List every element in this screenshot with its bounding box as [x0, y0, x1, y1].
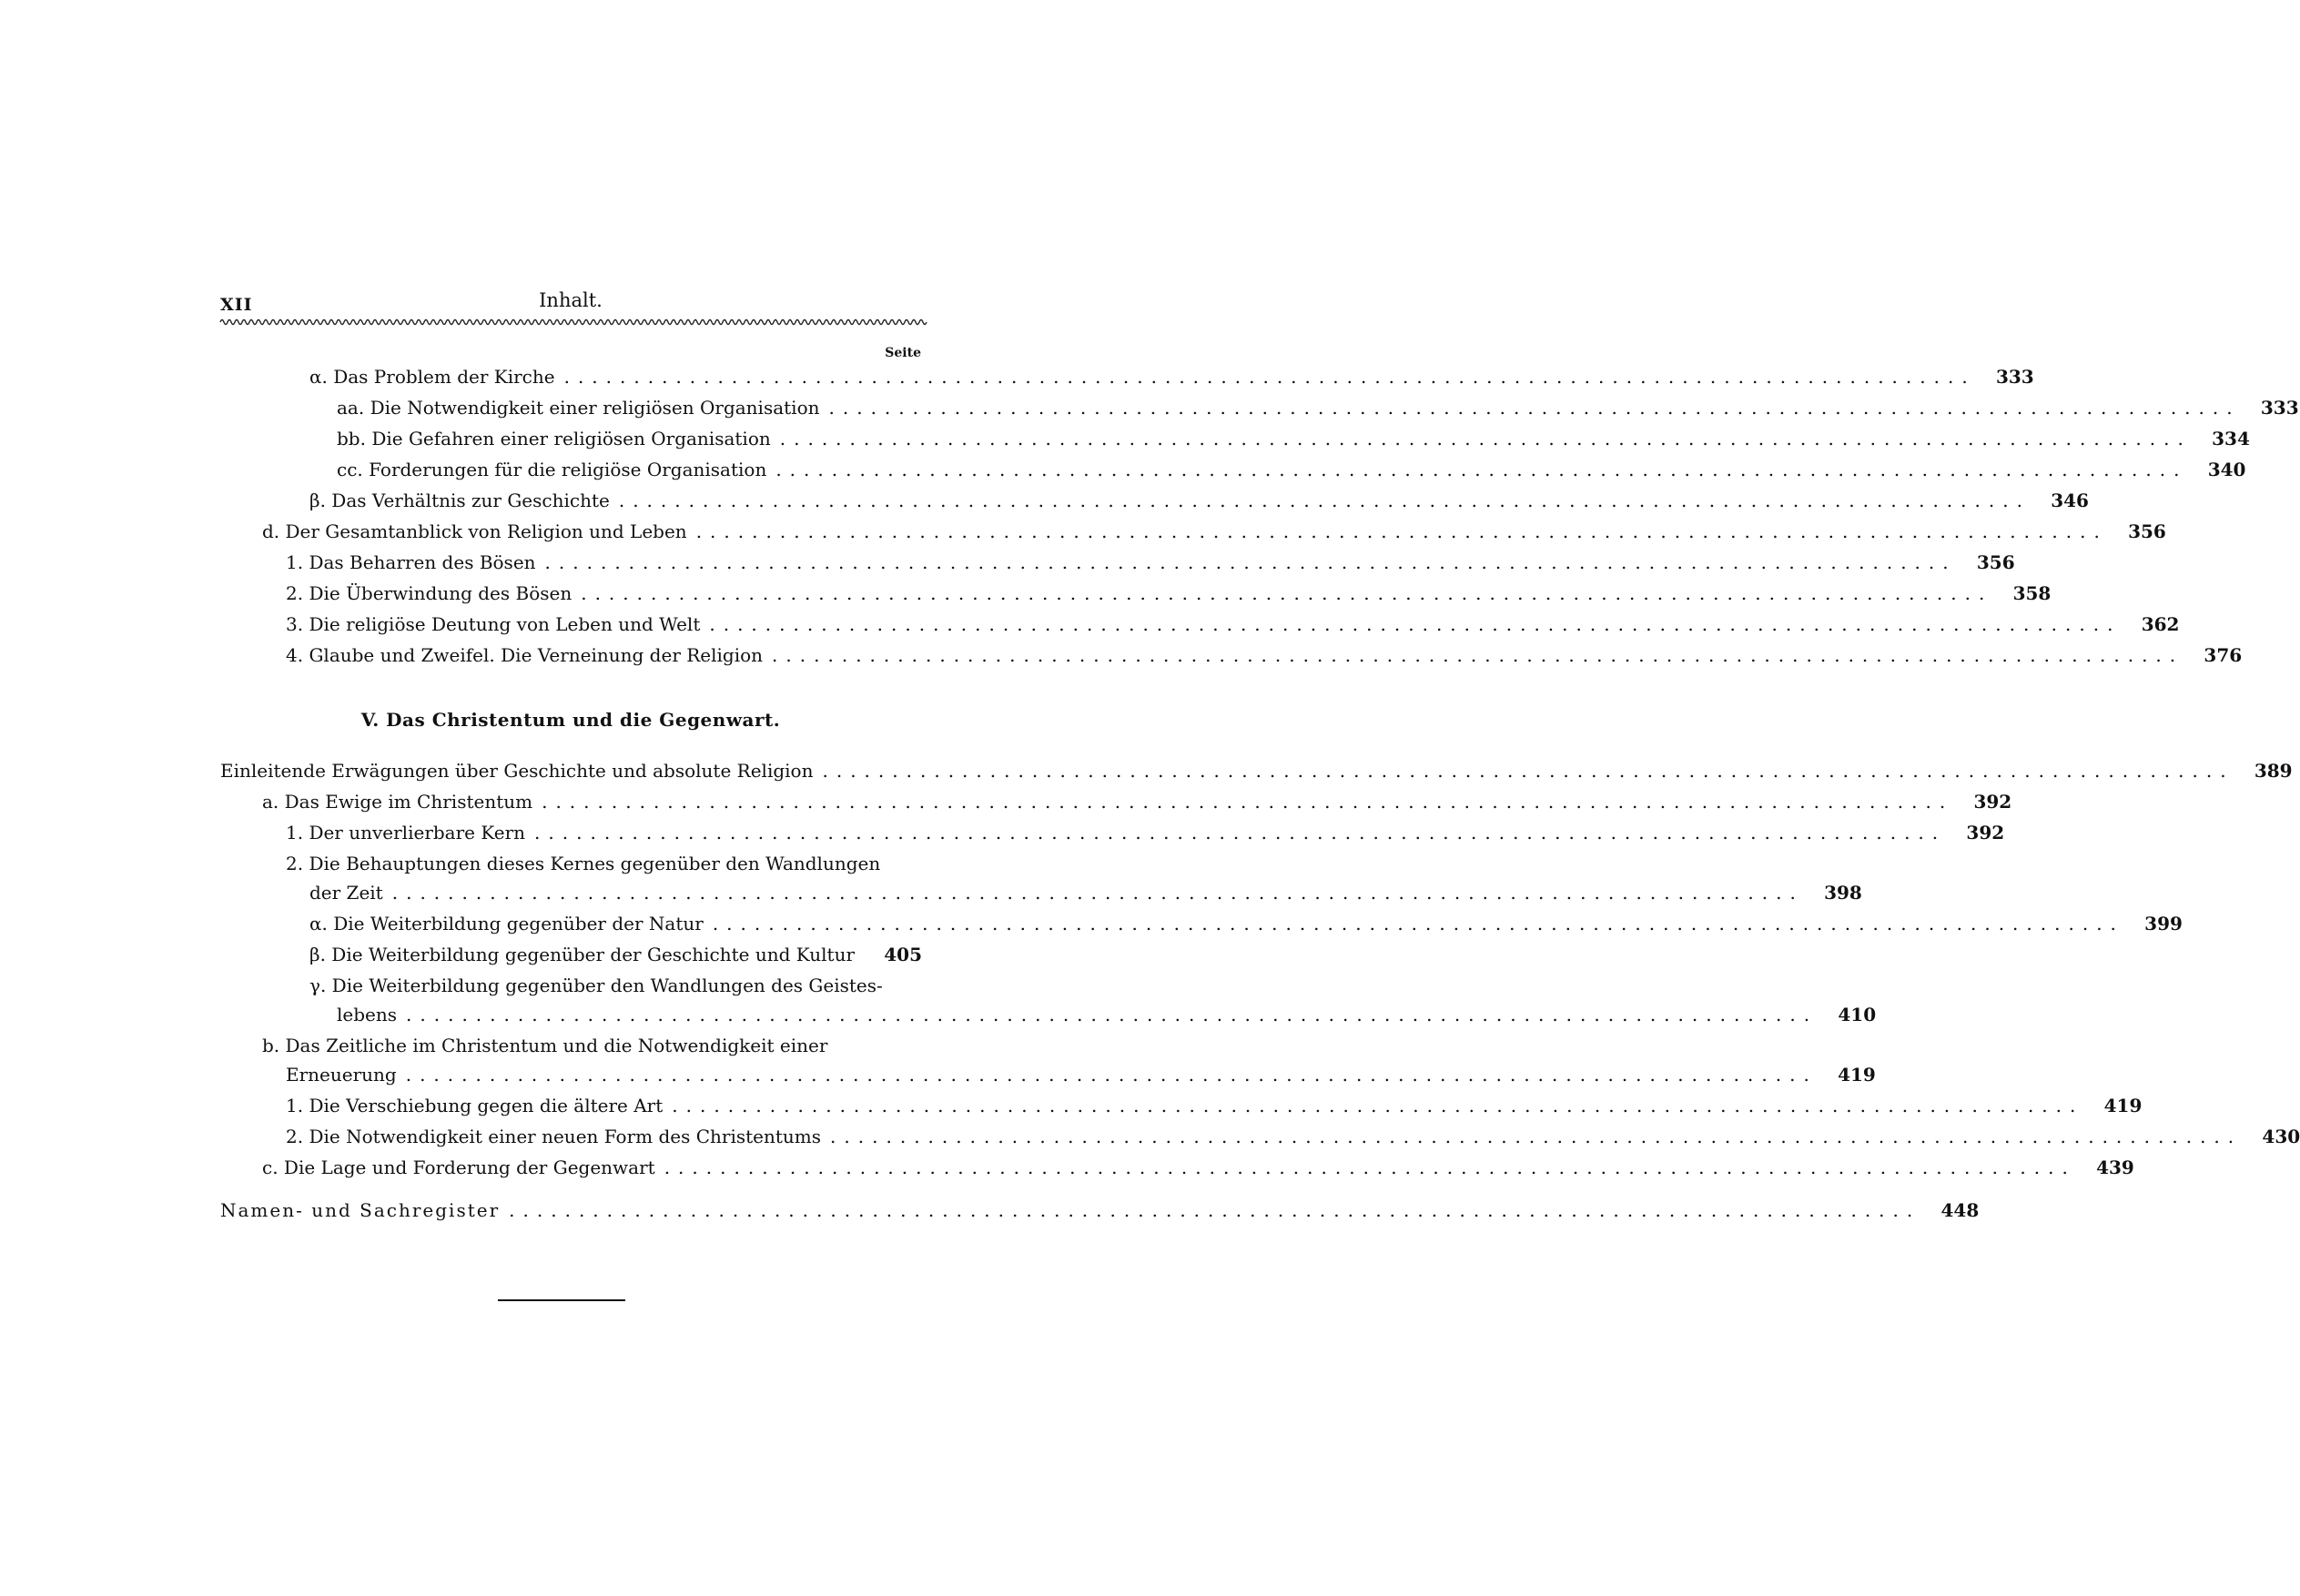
dot-leader: .....................................................................................................	[712, 913, 2124, 934]
toc-entry	[337, 454, 2246, 485]
toc-entry-page: 333	[2260, 397, 2299, 419]
toc-entry	[286, 578, 2052, 609]
toc-entry-label: β. Das Verhältnis zur Geschichte	[309, 490, 610, 511]
dot-leader: .....................................................................................................	[672, 1095, 2084, 1116]
page-title: Inhalt.	[539, 289, 603, 311]
dot-leader: .....................................................................................................	[406, 1004, 1819, 1025]
toc-entry-page: 340	[2207, 459, 2246, 480]
dot-leader: .....................................................................................................	[664, 1157, 2076, 1178]
toc-entry-label: c. Die Lage und Forderung der Gegenwart	[262, 1157, 655, 1178]
toc-entry-label: 1. Der unverlierbare Kern	[286, 822, 526, 843]
toc-entry-page: 362	[2141, 613, 2180, 635]
toc-entry-label: α. Das Problem der Kirche	[309, 366, 555, 388]
toc-entry	[309, 485, 2089, 516]
toc-entry	[309, 361, 2034, 392]
toc-entry	[286, 817, 2005, 848]
toc-entry-page: 419	[1838, 1064, 1876, 1086]
toc-entry-register	[220, 1195, 1980, 1226]
toc-entry	[337, 423, 2250, 454]
toc-entry	[262, 786, 2012, 817]
toc-entry-label: 2. Die Überwindung des Bösen	[286, 582, 572, 604]
toc-entry-continuation: der Zeit	[309, 882, 383, 904]
dot-leader: .....................................................................................................	[695, 520, 2108, 542]
toc-entry-label: 1. Das Beharren des Bösen	[286, 551, 536, 573]
end-rule	[498, 1299, 625, 1301]
toc-entry	[309, 908, 2183, 939]
toc-entry-label: 2. Die Notwendigkeit einer neuen Form des Christentums	[286, 1126, 822, 1147]
toc-entry	[286, 1090, 2143, 1121]
dot-leader: .....................................................................................................	[779, 428, 2192, 450]
toc-entry-label: Namen- und Sachregister	[220, 1199, 501, 1221]
toc-entry-label: b. Das Zeitliche im Christentum und die Notwendigkeit einer	[262, 1035, 828, 1056]
dot-leader: .....................................................................................................	[581, 582, 1993, 604]
toc-entry-page: 398	[1824, 882, 1862, 904]
toc-entry-page: 448	[1940, 1199, 1980, 1221]
dot-leader: .....................................................................................................	[822, 760, 2234, 782]
toc-entry-label: 2. Die Behauptungen dieses Kernes gegenüber den Wandlungen	[286, 853, 881, 874]
toc-entry-label: bb. Die Gefahren einer religiösen Organisation	[337, 428, 771, 450]
toc-entry	[286, 1121, 2300, 1152]
section-v-heading: V. Das Christentum und die Gegenwart.	[360, 709, 781, 731]
toc-entry-label: a. Das Ewige im Christentum	[262, 791, 533, 813]
dot-leader: .....................................................................................................	[391, 882, 1804, 904]
toc-entry-page: 405	[884, 944, 923, 965]
toc-entry	[286, 640, 2243, 671]
page-number: XII	[220, 295, 253, 315]
toc-entry-page: 430	[2262, 1126, 2300, 1147]
toc-entry-continuation: Erneuerung	[286, 1064, 397, 1086]
toc-entry-page: 358	[2012, 582, 2052, 604]
dot-leader: .....................................................................................................	[534, 822, 1947, 843]
toc-entry-label: 3. Die religiöse Deutung von Leben und Welt	[286, 613, 701, 635]
toc-entry-page: 439	[2096, 1157, 2134, 1178]
toc-entry-page: 346	[2051, 490, 2089, 511]
dot-leader: .....................................................................................................	[709, 613, 2122, 635]
toc-entry-label: α. Die Weiterbildung gegenüber der Natur	[309, 913, 704, 934]
dot-leader: .....................................................................................................	[405, 1064, 1818, 1086]
toc-entry	[309, 877, 1862, 908]
toc-entry-page: 392	[1973, 791, 2012, 813]
toc-entry-page: 389	[2254, 760, 2293, 782]
toc-entry-page: 419	[2103, 1095, 2143, 1116]
toc-entry-page: 356	[1976, 551, 2015, 573]
seite-column-label: Seite	[885, 346, 921, 360]
dot-leader: .....................................................................................................	[542, 791, 1954, 813]
dot-leader: .....................................................................................................	[563, 366, 1976, 388]
wavy-rule-divider	[220, 316, 921, 328]
toc-entry	[220, 755, 2293, 786]
toc-entry	[286, 547, 2015, 578]
toc-entry-label: 1. Die Verschiebung gegen die ältere Art	[286, 1095, 664, 1116]
toc-entry	[262, 1152, 2134, 1183]
dot-leader: .....................................................................................................	[772, 644, 2184, 666]
toc-entry-continuation: lebens	[337, 1004, 398, 1025]
dot-leader: .....................................................................................................	[544, 551, 1957, 573]
dot-leader: .....................................................................................................	[509, 1199, 1921, 1221]
toc-entry-label: 4. Glaube und Zweifel. Die Verneinung der Religion	[286, 644, 764, 666]
toc-entry-label: cc. Forderungen für die religiöse Organisation	[337, 459, 767, 480]
toc-entry-label: Einleitende Erwägungen über Geschichte und absolute Religion	[220, 760, 814, 782]
toc-entry-page: 376	[2204, 644, 2243, 666]
toc-entry-label: β. Die Weiterbildung gegenüber der Geschichte und Kultur	[309, 944, 856, 965]
toc-entry-page: 356	[2128, 520, 2166, 542]
dot-leader: .....................................................................................................	[828, 397, 2241, 419]
toc-entry	[286, 1059, 1876, 1090]
toc-entry-label: γ. Die Weiterbildung gegenüber den Wandlungen des Geistes-	[309, 975, 883, 996]
toc-entry-page: 334	[2212, 428, 2250, 450]
toc-entry	[286, 609, 2180, 640]
toc-entry	[337, 999, 1877, 1030]
toc-entry	[309, 939, 921, 970]
toc-entry-page: 410	[1838, 1004, 1877, 1025]
toc-entry-label: aa. Die Notwendigkeit einer religiösen Organisation	[337, 397, 820, 419]
dot-leader: .....................................................................................................	[618, 490, 2031, 511]
toc-entry	[337, 392, 2299, 423]
toc-entry-page: 333	[1995, 366, 2034, 388]
dot-leader: .....................................................................................................	[830, 1126, 2243, 1147]
dot-leader: .....................................................................................................	[775, 459, 2188, 480]
toc-entry-page: 399	[2144, 913, 2183, 934]
toc-entry-page: 392	[1966, 822, 2005, 843]
toc-entry-label: d. Der Gesamtanblick von Religion und Leben	[262, 520, 687, 542]
toc-entry	[262, 516, 2166, 547]
